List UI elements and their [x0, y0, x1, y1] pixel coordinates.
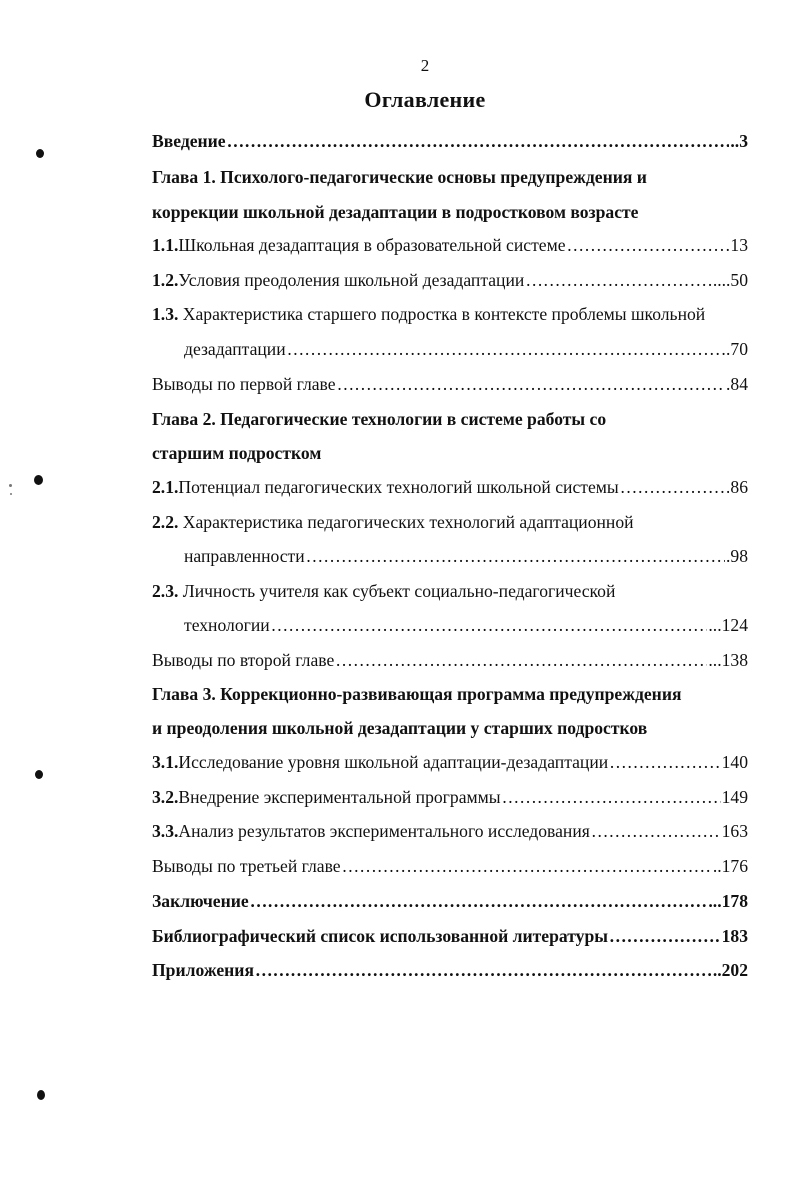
- toc-entry-label: Анализ результатов экспериментального исследования: [178, 821, 590, 841]
- toc-entry-label: Условия преодоления школьной дезадаптации: [178, 270, 525, 290]
- binder-hole-mark: [35, 770, 43, 779]
- binder-hole-mark: [36, 149, 44, 158]
- leader-dots: [609, 922, 721, 950]
- toc-entry-continuation[interactable]: [184, 335, 748, 363]
- toc-entry-label: Библиографический список использованной литературы: [152, 926, 608, 946]
- toc-entry-conclusion[interactable]: [152, 887, 748, 915]
- toc-entry-label: технологии: [184, 615, 270, 635]
- toc-entry-section[interactable]: [152, 817, 748, 845]
- toc-heading-text: Глава 1. Психолого-педагогические основы предупреждения и: [152, 167, 647, 187]
- toc-entry-label: дезадаптации: [184, 339, 286, 359]
- toc-entry-label: Внедрение экспериментальной программы: [178, 787, 501, 807]
- leader-dots: [591, 817, 721, 845]
- toc-entry-page: ...178: [708, 891, 748, 911]
- toc-entry-label: Приложения: [152, 960, 254, 980]
- toc-entry-label: Введение: [152, 131, 226, 151]
- toc-section-number: 3.1.: [152, 752, 179, 772]
- toc-heading-text: Глава 2. Педагогические технологии в системе работы со: [152, 409, 607, 429]
- toc-entry-section[interactable]: [152, 783, 748, 811]
- binder-hole-mark: [34, 475, 43, 485]
- toc-entry-label: Исследование уровня школьной адаптации-дезадаптации: [178, 752, 609, 772]
- toc-entry-label: Выводы по первой главе: [152, 374, 336, 394]
- toc-entry-label: Характеристика старшего подростка в контексте проблемы школьной: [178, 304, 706, 324]
- toc-entry-bibliography[interactable]: [152, 922, 748, 950]
- toc-entry-page: 163: [721, 821, 748, 841]
- toc-entry-section[interactable]: [152, 748, 748, 776]
- toc-chapter-heading[interactable]: [152, 198, 748, 226]
- toc-section-number: 2.1.: [152, 477, 179, 497]
- toc-entry-label: Потенциал педагогических технологий школьной системы: [178, 477, 619, 497]
- toc-entry-page: .84: [726, 374, 748, 394]
- toc-chapter-heading[interactable]: [152, 405, 748, 433]
- toc-entry-section[interactable]: [152, 577, 748, 605]
- toc-entry-label: Характеристика педагогических технологий адаптационной: [178, 512, 634, 532]
- toc-entry-conclusions[interactable]: [152, 646, 748, 674]
- page-number: 2: [420, 56, 430, 75]
- toc-entry-label: Выводы по третьей главе: [152, 856, 341, 876]
- toc-entry-page: 13: [730, 235, 748, 255]
- leader-dots: [342, 852, 712, 880]
- toc-heading-text: и преодоления школьной дезадаптации у старших подростков: [152, 718, 648, 738]
- leader-dots: [620, 473, 730, 501]
- toc-entry-section[interactable]: [152, 300, 748, 328]
- toc-chapter-heading[interactable]: [152, 439, 748, 467]
- toc-chapter-heading[interactable]: [152, 680, 748, 708]
- toc-entry-continuation[interactable]: [184, 542, 748, 570]
- toc-heading-text: Глава 3. Коррекционно-развивающая программа предупреждения: [152, 684, 682, 704]
- toc-entry-page: ..202: [712, 960, 748, 980]
- leader-dots: [250, 887, 708, 915]
- toc-entry-label: Личность учителя как субъект социально-педагогической: [178, 581, 616, 601]
- toc-entry-page: 149: [721, 787, 748, 807]
- toc-entry-section[interactable]: [152, 473, 748, 501]
- leader-dots: [306, 542, 725, 570]
- toc-entry-continuation[interactable]: [184, 611, 748, 639]
- toc-heading-text: коррекции школьной дезадаптации в подростковом возрасте: [152, 202, 639, 222]
- toc-entry-page: 86: [730, 477, 748, 497]
- leader-dots: [337, 370, 725, 398]
- page-title: Оглавление: [364, 87, 486, 112]
- toc-entry-section[interactable]: [152, 508, 748, 536]
- toc-entry-conclusions[interactable]: [152, 370, 748, 398]
- leader-dots: [567, 231, 730, 259]
- leader-dots: [502, 783, 721, 811]
- toc-entry-label: Выводы по второй главе: [152, 650, 335, 670]
- scan-speck: [9, 484, 12, 487]
- toc-section-number: 2.2.: [152, 512, 179, 532]
- leader-dots: [525, 266, 712, 294]
- toc-entry-introduction[interactable]: [152, 127, 748, 155]
- binder-hole-mark: [37, 1090, 45, 1100]
- toc-entry-page: .70: [726, 339, 748, 359]
- scan-speck: [10, 493, 12, 495]
- toc-section-number: 3.3.: [152, 821, 179, 841]
- toc-entry-page: ..3: [730, 131, 748, 151]
- toc-entry-section[interactable]: [152, 266, 748, 294]
- toc-section-number: 1.2.: [152, 270, 179, 290]
- toc-entry-page: ..176: [712, 856, 748, 876]
- leader-dots: [255, 956, 712, 984]
- toc-entry-page: ...124: [708, 615, 748, 635]
- leader-dots: [271, 611, 708, 639]
- toc-entry-page: ....50: [712, 270, 748, 290]
- leader-dots: [335, 646, 707, 674]
- toc-entry-label: Школьная дезадаптация в образовательной системе: [178, 235, 566, 255]
- toc-entry-label: Заключение: [152, 891, 249, 911]
- toc-chapter-heading[interactable]: [152, 163, 748, 191]
- toc-section-number: 3.2.: [152, 787, 179, 807]
- leader-dots: [609, 748, 720, 776]
- leader-dots: [287, 335, 725, 363]
- toc-heading-text: старшим подростком: [152, 443, 322, 463]
- toc-section-number: 2.3.: [152, 581, 179, 601]
- toc-entry-page: .98: [726, 546, 748, 566]
- leader-dots: [227, 127, 730, 155]
- toc-section-number: 1.3.: [152, 304, 179, 324]
- toc-section-number: 1.1.: [152, 235, 179, 255]
- toc-entry-appendices[interactable]: [152, 956, 748, 984]
- toc-entry-page: 140: [721, 752, 748, 772]
- toc-entry-label: направленности: [184, 546, 305, 566]
- toc-entry-section[interactable]: [152, 231, 748, 259]
- toc-entry-page: ...138: [708, 650, 748, 670]
- toc-entry-conclusions[interactable]: [152, 852, 748, 880]
- toc-entry-page: 183: [721, 926, 748, 946]
- toc-chapter-heading[interactable]: [152, 714, 748, 742]
